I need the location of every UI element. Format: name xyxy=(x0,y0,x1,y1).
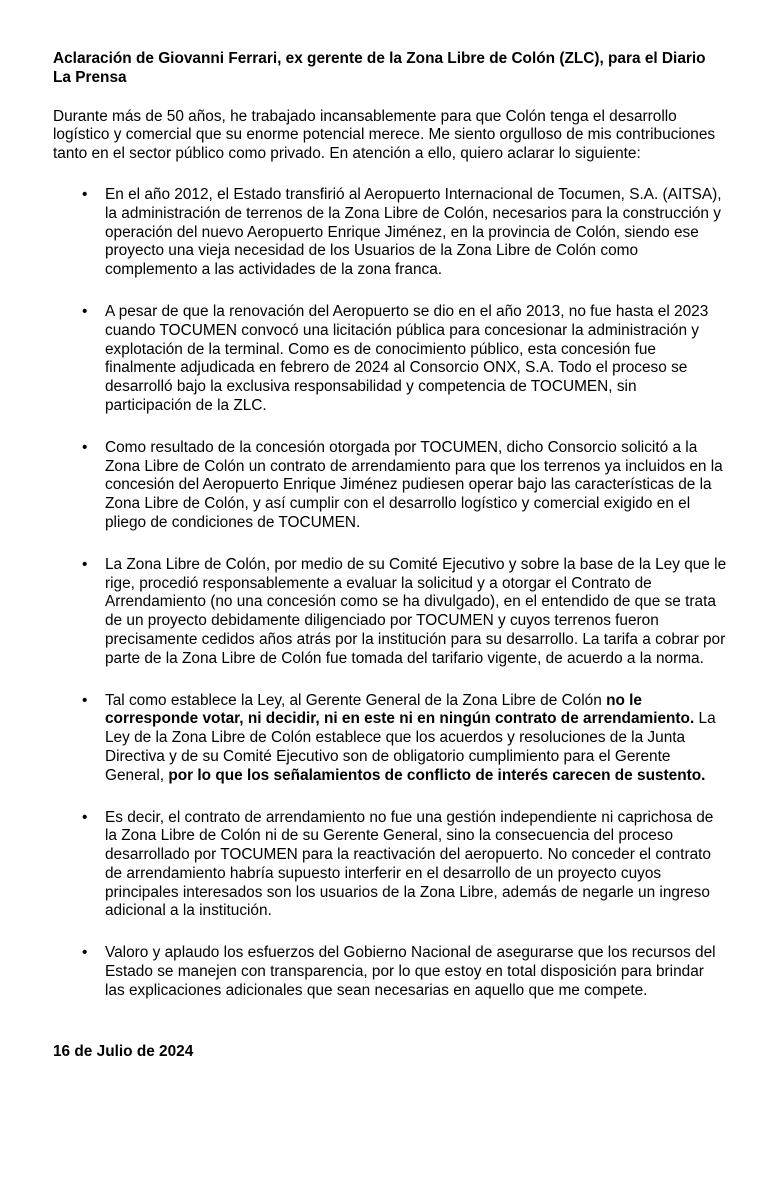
bullet-text: Como resultado de la concesión otorgada por TOCUMEN, dicho Consorcio solicitó a la Zona Libre de Colón un contrato de arrendamiento para que los terrenos ya incluidos en la concesión del Aeropuerto Enrique Jiménez pudiesen operar bajo las características de la Zona Libre de Colón, y así cumplir con el desarrollo logístico y comercial exigido en el pliego de condiciones de TOCUMEN. xyxy=(105,438,723,531)
bullet-text-bold: por lo que los señalamientos de conflicto de interés carecen de sustento. xyxy=(168,766,706,784)
bullet-text: Es decir, el contrato de arrendamiento no fue una gestión independiente ni caprichosa de la Zona Libre de Colón ni de su Gerente General, sino la consecuencia del proceso desarrollado por TOCUMEN para la reactivación del aeropuerto. No conceder el contrato de arrendamiento habría supuesto interferir en el desarrollo de un proyecto cuyos principales interesados son los usuarios de la Zona Libre, además de negarle un ingreso adicional a la institución. xyxy=(105,808,714,920)
bullet-marker-icon: • xyxy=(82,185,88,203)
bullet-list xyxy=(53,186,727,1001)
bullet-marker-icon: • xyxy=(82,438,88,456)
bullet-item xyxy=(53,303,727,416)
bullet-text: Valoro y aplaudo los esfuerzos del Gobierno Nacional de asegurarse que los recursos del Estado se manejen con transparencia, por lo que estoy en total disposición para brindar las explicaciones adicionales que sean necesarias en aquello que me compete. xyxy=(105,944,716,999)
bullet-item xyxy=(53,692,727,786)
document-title: Aclaración de Giovanni Ferrari, ex gerente de la Zona Libre de Colón (ZLC), para el Diario La Prensa xyxy=(53,50,706,86)
bullet-text: La Ley de la Zona Libre de Colón establece que los acuerdos y resoluciones de la Junta Directiva y de su Comité Ejecutivo son de obligatorio cumplimiento para el Gerente General, xyxy=(105,710,716,784)
document-date: 16 de Julio de 2024 xyxy=(53,1042,194,1060)
bullet-text: Tal como establece la Ley, al Gerente General de la Zona Libre de Colón xyxy=(105,691,607,709)
bullet-marker-icon: • xyxy=(82,944,88,962)
bullet-item xyxy=(53,186,727,280)
bullet-marker-icon: • xyxy=(82,555,88,573)
intro-paragraph: Durante más de 50 años, he trabajado incansablemente para que Colón tenga el desarrollo logístico y comercial que su enorme potencial merece. Me siento orgulloso de mis contribuciones tanto en el sector público como privado. En atención a ello, quiero aclarar lo siguiente: xyxy=(53,107,716,163)
bullet-marker-icon: • xyxy=(82,691,88,709)
bullet-text-bold: no le corresponde votar, ni decidir, ni en este ni en ningún contrato de arrendamiento. xyxy=(105,691,695,728)
bullet-item xyxy=(53,944,727,1000)
bullet-item xyxy=(53,556,727,669)
bullet-item xyxy=(53,439,727,533)
bullet-text: A pesar de que la renovación del Aeropuerto se dio en el año 2013, no fue hasta el 2023 cuando TOCUMEN convocó una licitación pública para concesionar la administración y explotación de la terminal. Como es de conocimiento público, esta concesión fue finalmente adjudicada en febrero de 2024 al Consorcio ONX, S.A. Todo el proceso se desarrolló bajo la exclusiva responsabilidad y competencia de TOCUMEN, sin participación de la ZLC. xyxy=(105,302,709,414)
bullet-text: La Zona Libre de Colón, por medio de su Comité Ejecutivo y sobre la base de la Ley que le rige, procedió responsablemente a evaluar la solicitud y a otorgar el Contrato de Arrendamiento (no una concesión como se ha divulgado), en el entendido de que se trata de un proyecto debidamente diligenciado por TOCUMEN y cuyos terrenos fueron precisamente cedidos años atrás por la institución para su desarrollo. La tarifa a cobrar por parte de la Zona Libre de Colón fue tomada del tarifario vigente, de acuerdo a la norma. xyxy=(105,555,727,667)
bullet-marker-icon: • xyxy=(82,808,88,826)
bullet-item xyxy=(53,809,727,922)
bullet-text: En el año 2012, el Estado transfirió al Aeropuerto Internacional de Tocumen, S.A. (AITSA), la administración de terrenos de la Zona Libre de Colón, necesarios para la construcción y operación del nuevo Aeropuerto Enrique Jiménez, en la provincia de Colón, siendo ese proyecto una vieja necesidad de los Usuarios de la Zona Libre de Colón como complemento a las actividades de la zona franca. xyxy=(105,185,722,279)
bullet-marker-icon: • xyxy=(82,302,88,320)
